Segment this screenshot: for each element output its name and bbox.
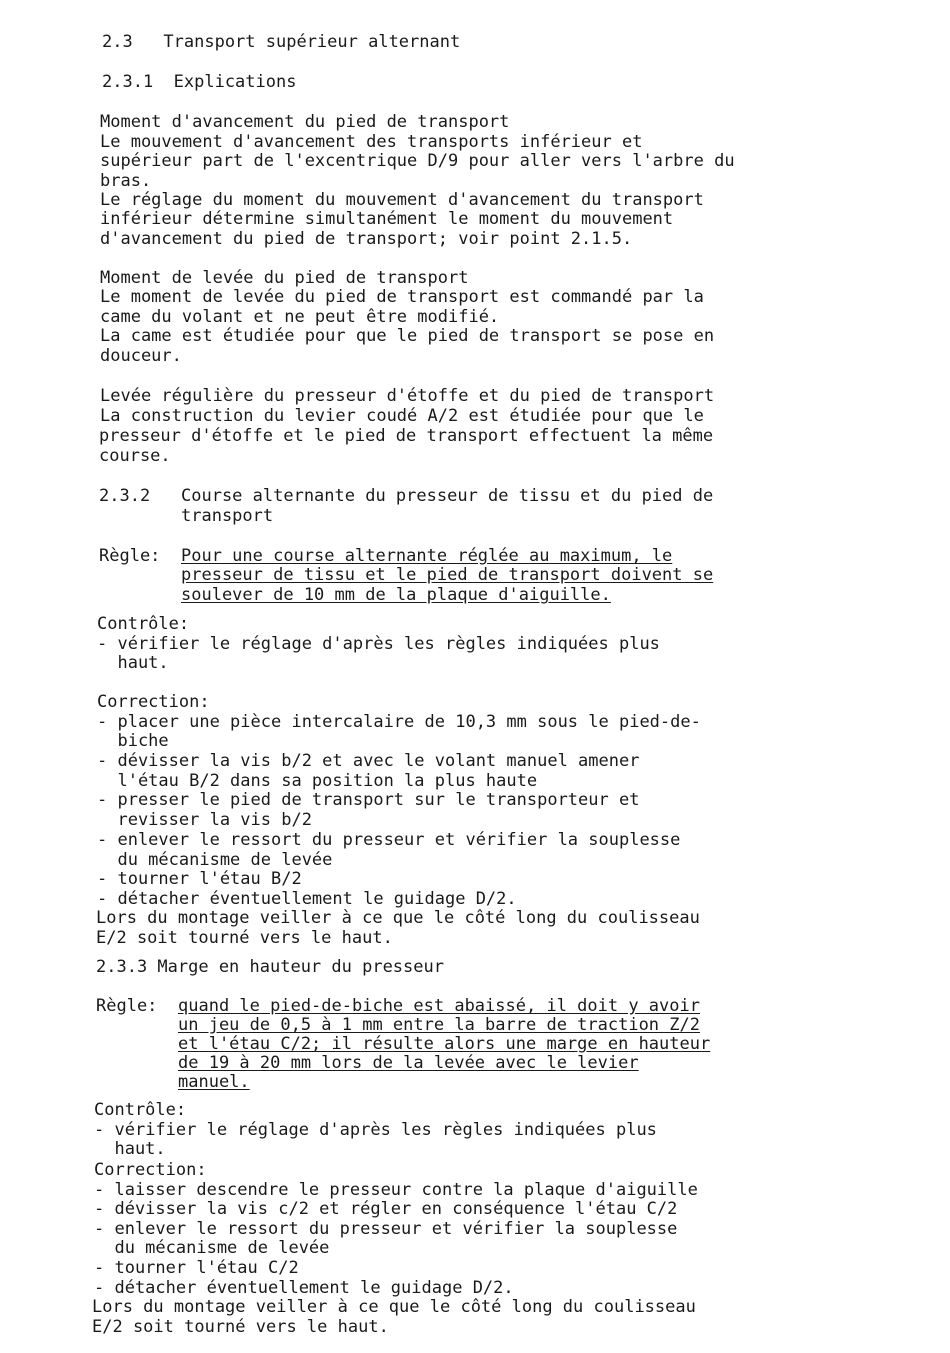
correction-label: Correction: bbox=[97, 692, 210, 712]
rule-text-line: de 19 à 20 mm lors de la levée avec le levier bbox=[178, 1053, 639, 1073]
correction-line: E/2 soit tourné vers le haut. bbox=[96, 928, 393, 948]
correction-line: revisser la vis b/2 bbox=[97, 810, 312, 830]
control-line: - vérifier le réglage d'après les règles indiquées plus bbox=[97, 634, 660, 654]
section-heading-2-3-1: 2.3.1 Explications bbox=[102, 72, 297, 92]
section-heading-2-3-2: Course alternante du presseur de tissu et du pied de bbox=[181, 486, 714, 506]
correction-line: - détacher éventuellement le guidage D/2. bbox=[97, 889, 517, 909]
paragraph-line: Le réglage du moment du mouvement d'avancement du transport bbox=[100, 190, 704, 210]
paragraph-line: Le mouvement d'avancement des transports inférieur et bbox=[100, 132, 643, 152]
correction-line: - dévisser la vis b/2 et avec le volant manuel amener bbox=[97, 751, 640, 771]
correction-line: - tourner l'étau B/2 bbox=[97, 869, 302, 889]
correction-line: - placer une pièce intercalaire de 10,3 mm sous le pied-de- bbox=[97, 712, 701, 732]
paragraph-line: douceur. bbox=[100, 346, 182, 366]
control-line: haut. bbox=[94, 1139, 166, 1159]
control-line: haut. bbox=[97, 653, 169, 673]
section-number-2-3-2: 2.3.2 bbox=[99, 486, 151, 506]
section-heading-2-3: 2.3 Transport supérieur alternant bbox=[102, 32, 461, 52]
correction-line: Lors du montage veiller à ce que le côté long du coulisseau bbox=[96, 908, 700, 928]
correction-line: du mécanisme de levée bbox=[97, 850, 333, 870]
correction-line: - détacher éventuellement le guidage D/2. bbox=[94, 1278, 514, 1298]
paragraph-line: course. bbox=[99, 446, 171, 466]
correction-line: biche bbox=[97, 731, 169, 751]
rule-text-line: soulever de 10 mm de la plaque d'aiguille. bbox=[181, 585, 611, 605]
correction-line: - presser le pied de transport sur le transporteur et bbox=[97, 790, 640, 810]
paragraph-line: Le moment de levée du pied de transport est commandé par la bbox=[100, 287, 704, 307]
paragraph-line: d'avancement du pied de transport; voir point 2.1.5. bbox=[100, 229, 633, 249]
control-label: Contrôle: bbox=[94, 1100, 187, 1120]
rule-text-line: et l'étau C/2; il résulte alors une marge en hauteur bbox=[178, 1034, 711, 1054]
correction-line: - tourner l'étau C/2 bbox=[94, 1258, 299, 1278]
correction-line: E/2 soit tourné vers le haut. bbox=[92, 1317, 389, 1337]
paragraph-line: La came est étudiée pour que le pied de transport se pose en bbox=[100, 326, 715, 346]
correction-line: - enlever le ressort du presseur et vérifier la souplesse bbox=[94, 1219, 678, 1239]
paragraph-line: La construction du levier coudé A/2 est étudiée pour que le bbox=[100, 406, 704, 426]
rule-text-line: manuel. bbox=[178, 1072, 250, 1092]
section-heading-2-3-2-cont: transport bbox=[181, 506, 274, 526]
rule-text-line: quand le pied-de-biche est abaissé, il doit y avoir bbox=[178, 996, 700, 1016]
correction-line: - enlever le ressort du presseur et vérifier la souplesse bbox=[97, 830, 681, 850]
correction-line: l'étau B/2 dans sa position la plus haute bbox=[97, 771, 538, 791]
correction-line: du mécanisme de levée bbox=[94, 1238, 330, 1258]
paragraph-line: came du volant et ne peut être modifié. bbox=[100, 307, 500, 327]
rule-label: Règle: bbox=[99, 546, 161, 566]
section-heading-2-3-3: 2.3.3 Marge en hauteur du presseur bbox=[96, 957, 444, 977]
paragraph-line: Moment de levée du pied de transport bbox=[100, 268, 469, 288]
correction-label: Correction: bbox=[94, 1160, 207, 1180]
rule-text-line: presseur de tissu et le pied de transport doivent se bbox=[181, 565, 714, 585]
paragraph-line: Moment d'avancement du pied de transport bbox=[100, 112, 510, 132]
paragraph-line: inférieur détermine simultanément le moment du mouvement bbox=[100, 209, 674, 229]
rule-text-line: Pour une course alternante réglée au maximum, le bbox=[181, 546, 673, 566]
correction-line: - dévisser la vis c/2 et régler en conséquence l'étau C/2 bbox=[94, 1199, 678, 1219]
paragraph-line: Levée régulière du presseur d'étoffe et du pied de transport bbox=[100, 386, 715, 406]
control-line: - vérifier le réglage d'après les règles indiquées plus bbox=[94, 1120, 657, 1140]
paragraph-line: supérieur part de l'excentrique D/9 pour aller vers l'arbre du bbox=[100, 151, 735, 171]
rule-label: Règle: bbox=[96, 996, 158, 1016]
paragraph-line: presseur d'étoffe et le pied de transport effectuent la même bbox=[99, 426, 714, 446]
correction-line: - laisser descendre le presseur contre la plaque d'aiguille bbox=[94, 1180, 698, 1200]
correction-line: Lors du montage veiller à ce que le côté long du coulisseau bbox=[92, 1297, 696, 1317]
paragraph-line: bras. bbox=[100, 171, 152, 191]
control-label: Contrôle: bbox=[97, 614, 190, 634]
rule-text-line: un jeu de 0,5 à 1 mm entre la barre de traction Z/2 bbox=[178, 1015, 700, 1035]
